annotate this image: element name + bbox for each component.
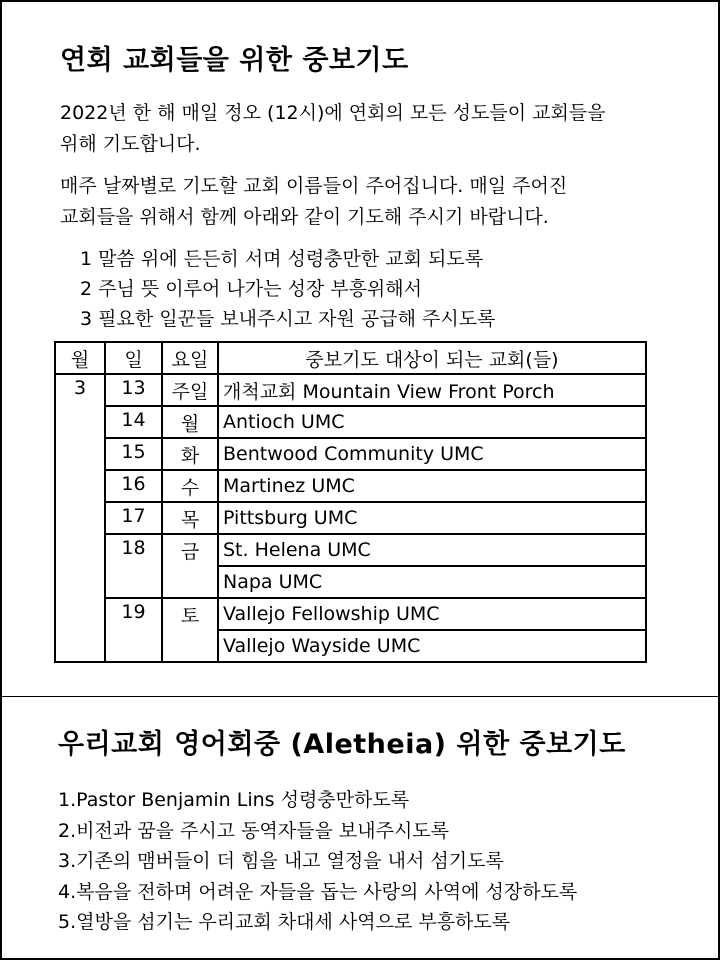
weekday-cell: 화	[162, 438, 218, 470]
church-cell: Martinez UMC	[218, 470, 646, 502]
table-row	[55, 502, 646, 534]
weekday-cell: 금	[162, 534, 218, 598]
list-item: 2.비전과 꿈을 주시고 동역자들을 보내주시도록	[58, 819, 450, 842]
weekday-cell: 목	[162, 502, 218, 534]
prayer-schedule-table	[54, 341, 647, 663]
list-item: 1.Pastor Benjamin Lins 성령충만하도록	[58, 789, 410, 811]
day-cell: 14	[105, 406, 162, 438]
prayer-point: 3 필요한 일꾼들 보내주시고 자원 공급해 주시도록	[80, 308, 496, 330]
table-row	[55, 534, 646, 566]
day-cell: 15	[105, 438, 162, 470]
table-row	[55, 470, 646, 502]
church-cell: Bentwood Community UMC	[218, 438, 646, 470]
day-cell: 18	[105, 534, 162, 598]
weekday-cell: 토	[162, 598, 218, 662]
prayer-point: 1 말씀 위에 든든히 서며 성령충만한 교회 되도록	[80, 248, 484, 270]
table-header-row	[55, 342, 646, 374]
weekday-cell: 수	[162, 470, 218, 502]
header-weekday: 요일	[162, 342, 218, 374]
church-cell: Napa UMC	[218, 566, 646, 598]
month-cell: 3	[55, 374, 105, 662]
day-cell: 19	[105, 598, 162, 662]
conference-prayer-title: 연회 교회들을 위한 중보기도	[60, 45, 409, 76]
instruction-paragraph	[60, 171, 670, 233]
church-cell: Vallejo Fellowship UMC	[218, 598, 646, 630]
aletheia-prayer-title: 우리교회 영어회중 (Aletheia) 위한 중보기도	[58, 729, 626, 760]
table-row	[55, 598, 646, 630]
list-item: 3.기존의 맴버들이 더 힘을 내고 열정을 내서 섬기도록	[58, 850, 504, 872]
instruction-line-1: 매주 날짜별로 기도할 교회 이름들이 주어집니다. 매일 주어진	[60, 175, 568, 197]
church-cell: St. Helena UMC	[218, 534, 646, 566]
church-cell: Pittsburg UMC	[218, 502, 646, 534]
day-cell: 13	[105, 374, 162, 406]
church-cell: Antioch UMC	[218, 406, 646, 438]
intro-line-1: 2022년 한 해 매일 정오 (12시)에 연회의 모든 성도들이 교회들을	[60, 102, 606, 124]
day-cell: 16	[105, 470, 162, 502]
header-church: 중보기도 대상이 되는 교회(들)	[218, 342, 646, 374]
list-item: 5.열방을 섬기는 우리교회 차대세 사역으로 부흥하도록	[58, 911, 511, 933]
weekday-cell: 주일	[162, 374, 218, 406]
table-row	[55, 438, 646, 470]
church-cell: Vallejo Wayside UMC	[218, 630, 646, 662]
header-month: 월	[55, 342, 105, 374]
aletheia-prayer-list	[58, 785, 577, 938]
prayer-point: 2 주님 뜻 이루어 나가는 성장 부흥위해서	[80, 278, 422, 300]
weekday-cell: 월	[162, 406, 218, 438]
list-item: 4.복음을 전하며 어려운 자들을 돕는 사랑의 사역에 성장하도록	[58, 880, 578, 903]
instruction-line-2: 교회들을 위해서 함께 아래와 같이 기도해 주시기 바랍니다.	[60, 206, 549, 228]
table-row	[55, 406, 646, 438]
intro-paragraph	[60, 98, 670, 160]
church-cell: 개척교회 Mountain View Front Porch	[218, 374, 646, 406]
header-day: 일	[105, 342, 162, 374]
prayer-points-list	[80, 244, 495, 334]
intro-line-2: 위해 기도합니다.	[60, 133, 201, 155]
day-cell: 17	[105, 502, 162, 534]
table-row	[55, 374, 646, 406]
